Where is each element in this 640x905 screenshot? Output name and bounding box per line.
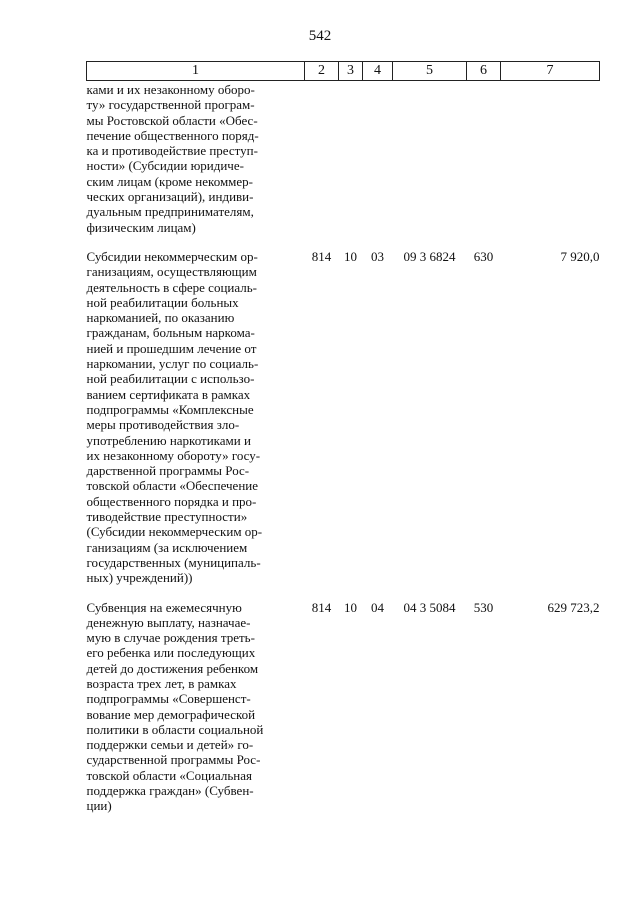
budget-table [86,61,600,814]
table-row [87,81,600,249]
target-article-code [393,81,467,249]
row-description: ками и их незаконному оборо- ту» государственной програм- мы Ростовской области «Обес- печение общественного поряд- ка и противодействие преступ- ности» (Субсидии юридиче- ским лицам (кроме некоммер- ческих организаций), индиви- дуальным предпринимателям, физическим лицам) [86,82,259,235]
col-header-2: 2 [305,62,339,81]
col-header-3: 3 [339,62,363,81]
target-article-code: 09 3 6824 [403,248,456,264]
subsection-code: 04 [371,599,384,615]
row-description: Субвенция на ежемесячную денежную выплату, назначае- мую в случае рождения треть- его ребенка или последующих детей до достижения ребенком возраста трех лет, в рамках подпрограммы «Совершенст- вование мер демографической политики в области социальной поддержки семьи и детей» го- сударственной программы Рос- товской области «Социальная поддержка граждан» (Субвен- ции) [86,599,264,814]
expense-type-code [467,81,501,249]
expense-type-code: 630 [473,248,494,264]
section-code: 10 [344,599,357,615]
amount-value: 7 920,0 [560,248,600,264]
col-header-4: 4 [363,62,393,81]
target-article-code: 04 3 5084 [403,599,456,615]
col-header-6: 6 [467,62,501,81]
section-code [339,81,363,249]
page-number: 542 [308,28,332,44]
table-row [87,249,600,600]
col-header-5: 5 [393,62,467,81]
col-header-7: 7 [501,62,600,81]
row-description-cell [87,81,305,249]
section-code: 10 [344,248,357,264]
ministry-code: 814 [311,599,332,615]
subsection-code [363,81,393,249]
ministry-code [305,81,339,249]
header-row [87,62,600,81]
table-row [87,600,600,814]
ministry-code: 814 [311,248,332,264]
row-description: Субсидии некоммерческим ор- ганизациям, осуществляющим деятельность в сфере социаль- ной реабилитации больных наркоманией, по оказанию гражданам, больным наркома- нией и прошедшим лечение от наркомании, услуг по социаль- ной реабилитации с использо- ванием сертификата в рамках подпрограммы «Комплексные меры противодействия зло- употреблению наркотиками и их незаконному обороту» госу- дарственной программы Рос- товской области «Обеспечение общественного порядка и про- тиводействие преступности» (Субсидии некоммерческим ор- ганизациям (за исключением государственных (муниципаль- ных) учреждений)) [86,248,263,586]
subsection-code: 03 [371,248,384,264]
col-header-1: 1 [87,62,305,81]
row-description-cell [87,249,305,600]
amount-value: 629 723,2 [547,599,600,615]
amount-value [501,81,600,249]
expense-type-code: 530 [473,599,494,615]
row-description-cell [87,600,305,814]
